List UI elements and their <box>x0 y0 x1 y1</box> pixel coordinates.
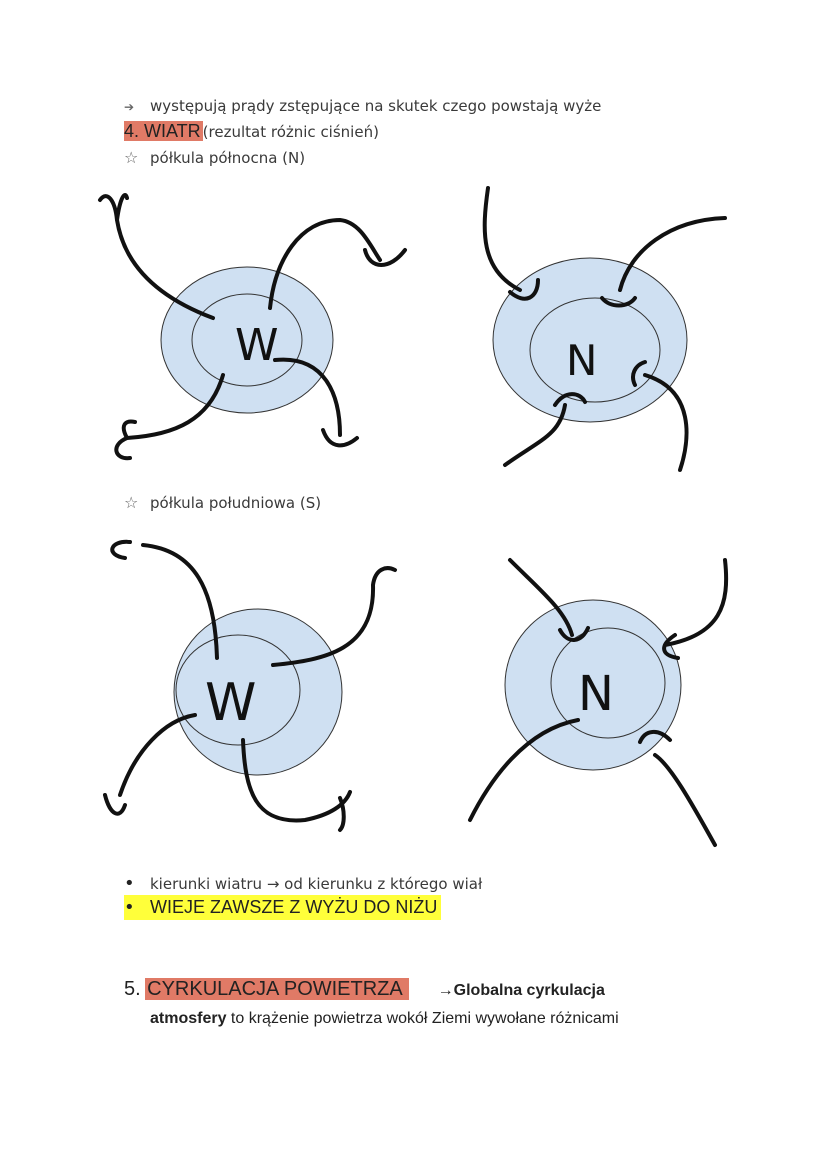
bullet-dot-icon: • <box>124 897 135 918</box>
line-text: występują prądy zstępujące na skutek czego powstają wyże <box>150 97 602 115</box>
heading-note: (rezultat różnic ciśnień) <box>202 123 379 141</box>
item-text: WIEJE ZAWSZE Z WYŻU DO NIŻU <box>150 897 438 917</box>
text-line <box>124 97 601 115</box>
definition-term: atmosfery <box>150 1010 227 1027</box>
star-icon: ☆ <box>124 493 139 512</box>
hemisphere-label-south <box>124 493 321 512</box>
definition-text: to krążenie powietrza wokół Ziemi wywołane różnicami <box>226 1010 619 1027</box>
high-letter: W <box>205 673 257 733</box>
heading-label: 4. WIATR <box>124 121 201 141</box>
diagram-low-south <box>460 550 760 850</box>
low-letter: N <box>578 666 614 722</box>
diagram-low-north <box>470 180 760 480</box>
label-text: półkula południowa (S) <box>150 494 322 512</box>
section-heading-wiatr <box>124 121 379 142</box>
list-item-highlight <box>124 895 441 920</box>
bullet-dot-icon: • <box>124 873 135 894</box>
item-text: kierunki wiatru → od kierunku z którego wiał <box>150 875 483 893</box>
low-letter: N <box>566 336 598 385</box>
star-icon: ☆ <box>124 148 139 167</box>
heading-label: CYRKULACJA POWIETRZA <box>145 978 409 1000</box>
arrow-bullet-icon: ➔ <box>124 100 135 114</box>
label-text: półkula północna (N) <box>150 149 306 167</box>
section-heading-cyrkulacja <box>124 978 605 1001</box>
highlight-block <box>124 895 441 920</box>
diagram-high-south <box>95 530 415 840</box>
definition-arrow-text: →Globalna cyrkulacja <box>437 982 605 999</box>
hemisphere-label-north <box>124 148 305 167</box>
high-letter: W <box>235 320 279 371</box>
heading-number: 5. <box>124 978 141 1000</box>
list-item <box>124 873 482 894</box>
diagram-high-north <box>95 180 415 470</box>
definition-line <box>150 1010 619 1028</box>
